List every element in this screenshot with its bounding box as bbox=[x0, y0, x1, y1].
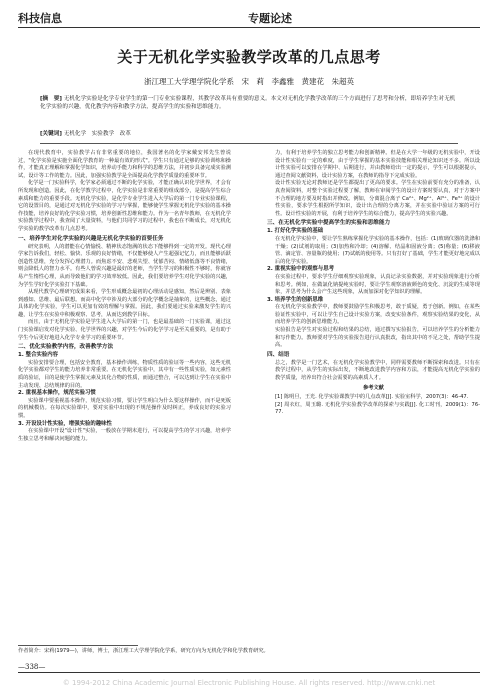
subsection-heading: 2. 重视基本操作，规范实验习惯 bbox=[18, 390, 96, 397]
body-paragraph: 力，有利于培养学生的独立思考能力和创新精神。但是在大学一年级的无机实验中，开设设计性实验有一定的难度，由于学生掌握的基本实验技能和相关理论知识还不多。所以设计性实验可以安排在学期中、后期进行，并由教师给出一定的提示，学生可以根据提示，通过查阅文献资料，设计实验方案，在教师的指导下完成实验。 bbox=[275, 150, 480, 179]
running-header bbox=[18, 8, 480, 26]
body-paragraph: 化学是一门实验科学，化学家必须通过不断的化学实验，才能正确认识化学世界，才会有所发现和创造。因此，在化学教学过程中，化学实验是非常重要的组成部分，是提高学生综合素质和能力的重要手段。无机化学实验，是化学专业学生进入大学后的第一门专业实验课程，它的设置目的，是通过对无机化学实验的学习与掌握，能够使学生掌握无机化学实验的基本操作技能，培养良好的化学实验习惯，培养创新性思维和能力。作为一名青年教师，在无机化学实验教学过程中，我查阅了大量资料，与他们共同学习的过程中，我也在不断成长，对无机化学实验的教学改革有几点思考。 bbox=[18, 180, 231, 232]
header-rule bbox=[18, 27, 480, 28]
abstract-text: 无机化学实验是化学专业学生的第一门专业实验课程，其教学改革具有重要的意义。本文对无机化学教学改革的三个方面进行了思考和分析，即培养学生对无机化学实验的兴趣，优化教学内容和教学方法，提高学生的实验和思维能力。 bbox=[40, 96, 456, 110]
body-column-right bbox=[267, 150, 480, 417]
author-footnote: 作者简介：宋莉(1979—)，讲师，博士，浙江理工大学理学院化学系，研究方向为无机化学和化学教育研究。 bbox=[18, 648, 269, 654]
subsection-heading: 2. 重视实验中的观察与思考 bbox=[267, 266, 334, 273]
references-heading: 参考文献 bbox=[363, 384, 384, 391]
body-paragraph: 在现代教育中，实验教学占有非常重要的地位，我国著名的化学家戴安邦先生曾说过，"化学实验是实施全面化学教育的一种最有效的形式"。学生只有通过足够的实验训练和操作，才能真正理解和掌握化学知识，培养动手能力和科学的思维方法，并初步具备完成实验测试，设计等工作的能力。因此，加强实验教学是全面提高化学教学质量的重要环节。 bbox=[18, 150, 231, 179]
body-paragraph: 在无机化学实验教学中，教师要鼓励学生积极思考，敢于质疑，勇于创新。例如，在某些验证性实验中，可以让学生自己设计实验方案，改变实验条件，观察实验结果的变化，从而培养学生的创新思维能力。 bbox=[275, 304, 480, 326]
section-heading: 四、结语 bbox=[267, 351, 290, 358]
subsection-heading: 1. 打好化学实验的基础 bbox=[267, 228, 324, 235]
body-paragraph: 在无机化学实验中，要让学生熟练掌握化学实验的基本操作，包括：(1)玻璃仪器的洗涤和干燥；(2)试剂的取用；(3)加热和冷却；(4)溶解、结晶和固液分离；(5)称量；(6)移液管、滴定管、容量瓶的使用；(7)试纸的使用等。只有打好了基础，学生才能更好地完成以后的化学实验。 bbox=[275, 235, 480, 265]
body-paragraph: 实验安排要合理，包括安全教育，基本操作训练，物质性质的验证等一些内容，这些无机化学实验都对学生的能力培养非常重要。在无机化学实验中，其中有一些性质实验，如元素性质的验证，目的是使学生掌握元素及其化合物的性质，而通过整合，可以达到让学生在实验中主动发现、总结规律的目的。 bbox=[18, 359, 231, 389]
copyright-watermark: © 1994-2012 China Academic Journal Electronic Publishing House. All rights reserved. http://www.cnki.net bbox=[62, 679, 436, 687]
article-title: 关于无机化学实验教学改革的几点思考 bbox=[117, 48, 381, 66]
body-paragraph: 实验课中要重视基本操作，规范实验习惯，要让学生明白为什么要这样操作，而不是死板的机械模仿。在每次实验课中，要对实验中出现的不规范操作及时纠正，养成良好的实验习惯。 bbox=[18, 397, 231, 419]
abstract-rule bbox=[40, 143, 458, 144]
reference-item: [1] 陈明旦，王光. 化学实验课教学中的几点改革[J]. 实验室科学，2007(3)：46-47. bbox=[275, 394, 469, 401]
subsection-heading: 3. 培养学生的创新思维 bbox=[267, 296, 324, 303]
footnote-rule bbox=[18, 645, 138, 646]
body-column-left bbox=[18, 150, 231, 443]
keywords-label: [关键词] bbox=[40, 131, 62, 137]
body-paragraph: 而且，由于无机化学实验是学生进入大学后的第一门，也是最基础的一门实验课，通过这门实验课启发对化学实验、化学世界的兴趣，对学生今后的化学学习是至关重要的，是有助于学生今后更好地进入化学专业学习的重要环节。 bbox=[18, 319, 231, 341]
section-heading: 一、培养学生对化学实验的兴趣是无机化学实验的首要任务 bbox=[18, 235, 164, 242]
section-name: 专题论述 bbox=[248, 12, 292, 25]
body-paragraph: 研究表明，人的潜能在心情愉悦、精神状态饱满的状态下能够得到一定的开发。现代心理学家告诉我们，轻松、愉快、乐观的良好情绪，不仅能够使人产生超强记忆力，而且能够活跃创造性思维，充分发挥心理潜力。而焦虑不安、悲观失望、忧郁苦闷、情绪低落等不良情绪，则会降低人的智力水平。有些人曾说兴趣是最好的老师，当学生学习的积极性不够时，你就容易产生惰性心理，从而导致他们的学习效率较低。因此，我们要培养学生对化学实验的兴趣，为学生学好化学实验打下基础。 bbox=[18, 243, 231, 288]
keywords-text: 无机化学 实验教学 改革 bbox=[63, 131, 131, 137]
page-number: —338— bbox=[18, 663, 46, 671]
subsection-heading: 1. 整合实验内容 bbox=[18, 352, 59, 359]
keywords bbox=[40, 130, 458, 138]
body-paragraph: 实验报告是学生对实验过程和结果的总结，通过撰写实验报告，可以培养学生的分析能力和写作能力。教师要对学生的实验报告进行认真批改，指出其中的不足之处，帮助学生提高。 bbox=[275, 327, 480, 349]
body-paragraph: 总之，教学是一门艺术，在无机化学实验教学中，同样需要教师不断探索和改进。只有在教学过程中，从学生的实际出发，不断地改进教学内容和方法，才能提高无机化学实验的教学质量，培养出符合社会需要的高素质人才。 bbox=[275, 359, 480, 382]
journal-name: 科技信息 bbox=[18, 12, 62, 25]
abstract-label: [摘 要] bbox=[40, 96, 62, 102]
body-paragraph: 设计性实验无论对教师还是学生都提出了更高的要求。学生在实验前要有充分的准备，认真查阅资料，对整个实验过程要了解，教师在审阅学生的设计方案时要认真，对于方案中不合理的地方要及时指出并修改。例如，分离混合离子 Ca²⁺、Mg²⁺、Al³⁺、Fe³⁺ 的设计性实验，要求学生根据所学知识，设计出合理的分离方案，并在实验中验证方案的可行性。设计性实验的开展，有利于培养学生的综合能力，提高学生的实验兴趣。 bbox=[275, 180, 480, 217]
subsection-heading: 3. 开设设计性实验，增强实验的趣味性 bbox=[18, 420, 112, 427]
section-heading: 二、优化实验教学内容，改善教学方法 bbox=[18, 344, 114, 351]
footer-rule bbox=[18, 672, 480, 673]
body-paragraph: 在实验过程中，要求学生仔细观察实验现象，认真记录实验数据，并对实验现象进行分析和思考。例如，在做氯化钠提纯实验时，要让学生观察溶液颜色的变化、沉淀的生成等现象，并思考为什么会产生这些现象，从而加深对化学知识的理解。 bbox=[275, 273, 480, 296]
section-heading: 三、在无机化学实验中提高学生的实验和思维能力 bbox=[267, 220, 391, 227]
abstract bbox=[40, 95, 458, 111]
reference-item: [2] 周衣红，周玉璐. 无机化学实验教学改革的探索与实践[J]. 化工时刊，2009(1)：76-77. bbox=[275, 401, 480, 416]
article-authors: 浙江理工大学理学院化学系 宋 莉 李鑫雅 黄建花 朱超英 bbox=[144, 77, 354, 86]
body-paragraph: 在实验课中开设"设计性"实验，一般放在学期末进行，可以提高学生的学习兴趣，培养学生独立思考和解决问题的能力。 bbox=[18, 428, 231, 442]
body-paragraph: 从现代教学心理研究成果来看，学生形成概念最初的心理活动是感知，然后是辨别、表象到感知、思维、最后联想。而高中化学中涉及的大部分的化学概念是抽象的，这些概念，通过具体的化学实验，学生可以更加有效的理解与掌握。因此，我们要通过实验来激发学生的兴趣，让学生在实验中积极观察、思考，从而达到教学目标。 bbox=[18, 289, 231, 318]
